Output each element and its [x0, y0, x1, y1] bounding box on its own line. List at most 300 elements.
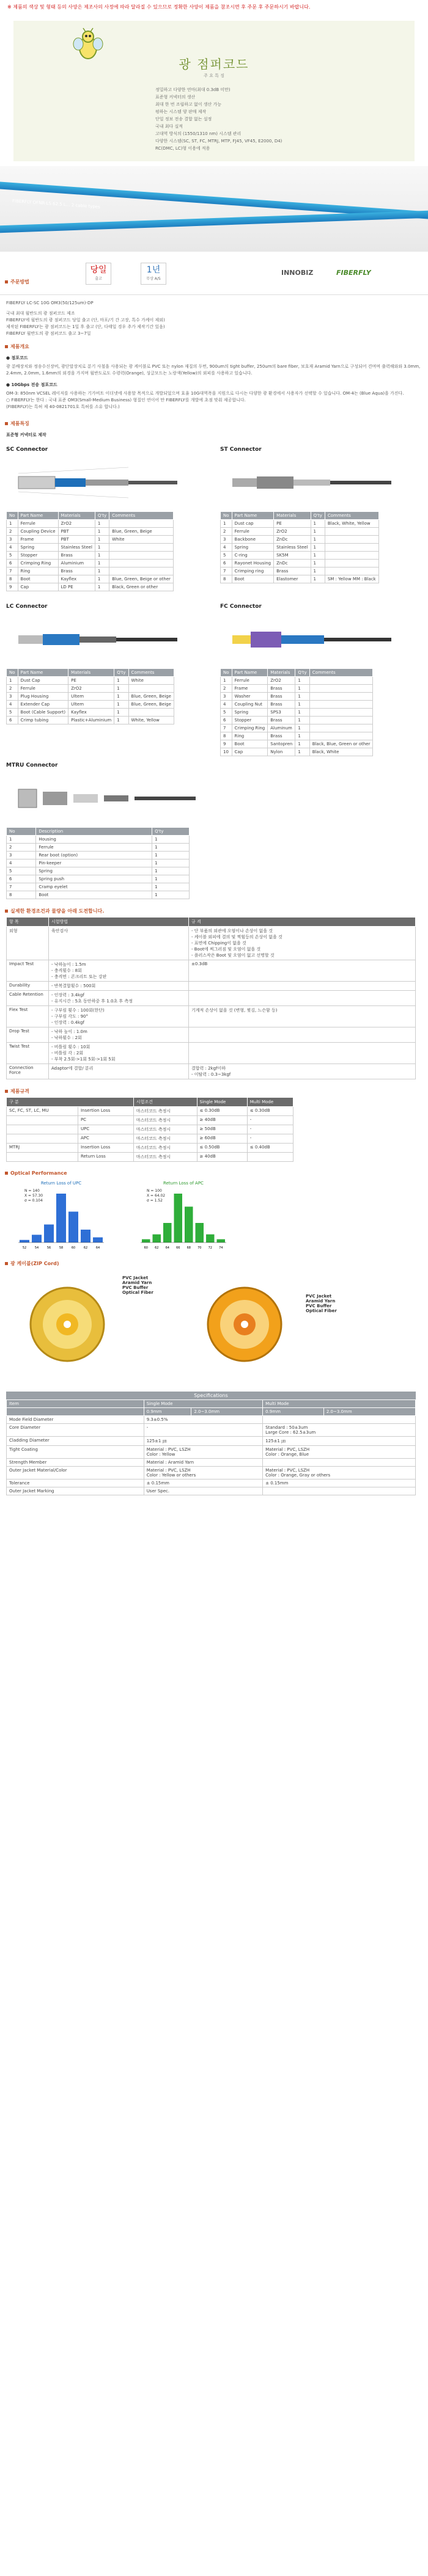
col-header: Materials — [268, 669, 295, 677]
table-cell: 7 — [7, 567, 18, 575]
sc-connector-block — [6, 440, 208, 591]
col-header: 0.9mm — [144, 1408, 191, 1416]
table-cell: 1 — [295, 732, 309, 740]
spec-text-3: ○ FIBERFLY는 한다 : 국내 표준 OM3(Small-Medium Business) 형질인 연이어 만 FIBERFLY를 개발에 초점 맞춰 제공합니다. — [6, 398, 246, 403]
chart-bar — [56, 1194, 66, 1242]
cord-label: PVC Buffer — [122, 1285, 149, 1290]
table-cell: Blue, Green, Beige — [128, 701, 174, 709]
chart-tick: 68 — [186, 1246, 191, 1250]
hero-feature: 정밀하고 다양한 연마(최대 0.3dB 미만) — [155, 87, 231, 92]
table-cell: 1 — [114, 693, 128, 701]
table-cell: 1 — [114, 677, 128, 685]
chart-tick: 62 — [155, 1246, 159, 1250]
spec-subhead: ● 점포코드 — [6, 356, 28, 360]
table-cell: Spring — [18, 544, 58, 552]
col-header: No — [7, 669, 18, 677]
chart-tick: 52 — [22, 1246, 27, 1250]
table-cell: 1 — [95, 536, 109, 544]
table-cell: 1 — [95, 560, 109, 567]
table-cell: 2 — [221, 528, 232, 536]
table-row — [7, 836, 190, 844]
innobiz-logo: INNOBIZ — [281, 269, 314, 277]
chart-tick: 54 — [34, 1246, 39, 1250]
table-row — [7, 701, 174, 709]
bullet-icon — [5, 345, 8, 348]
table-cell: Spring — [36, 867, 152, 875]
table-cell — [189, 991, 416, 1006]
cord-label: Aramid Yarn — [306, 1299, 336, 1304]
table-cell: - — [247, 1125, 293, 1134]
table-row — [7, 1064, 416, 1079]
table-cell: 1 — [7, 836, 36, 844]
table-cell: PBT — [58, 536, 95, 544]
table-cell: Brass — [58, 552, 95, 560]
table-cell: Return Loss — [78, 1153, 133, 1162]
table-cell: - 비틀림 횟수 : 10회 - 비틀림 각 : 2회 - 부착 2.5회->1회 5회->1회 5회 — [49, 1043, 189, 1064]
fc-parts-table — [220, 668, 373, 756]
table-cell: ZrO2 — [58, 520, 95, 528]
col-header: Part Name — [18, 512, 58, 520]
table-cell: Material : PVC, LSZH Color : Orange, Gray or others — [263, 1467, 416, 1480]
table-cell: User Spec. — [144, 1487, 262, 1495]
table-cell: 1 — [152, 867, 190, 875]
mtru-table-body — [7, 836, 190, 899]
table-cell: 3 — [7, 536, 18, 544]
chart-tick: 64 — [165, 1246, 169, 1250]
table-row — [221, 552, 379, 560]
table-row — [7, 693, 174, 701]
table-cell: 결합력 : 2kgf이하 - 이탈력 : 0.3~3kgf — [189, 1064, 416, 1079]
specs-wrap — [0, 1392, 428, 1495]
table-cell: Black, Green or other — [109, 583, 174, 591]
table-cell: Dust cap — [232, 520, 274, 528]
table-cell: White — [109, 536, 174, 544]
connector-subhead: 표준형 커넥터로 제작 — [6, 432, 46, 437]
perf-table — [6, 1097, 293, 1162]
table-cell: 1 — [221, 677, 232, 685]
table-cell: Insertion Loss — [78, 1144, 133, 1153]
chart-bar — [44, 1225, 54, 1242]
table-row — [7, 883, 190, 891]
table-cell: Brass — [268, 717, 295, 724]
table-cell: ≤ 0.40dB — [247, 1144, 293, 1153]
connector-row-2 — [0, 597, 428, 756]
table-cell: Material : PVC, LSZH Color : Yellow — [144, 1446, 262, 1459]
cord-label: Optical Fiber — [306, 1308, 337, 1313]
table-cell: 4 — [7, 859, 36, 867]
table-row — [7, 1125, 293, 1134]
table-row — [221, 567, 379, 575]
table-cell: Stopper — [232, 717, 268, 724]
hero-feature: 국내 최다 실적 — [155, 124, 183, 129]
table-cell: Stopper — [18, 552, 58, 560]
table-row — [7, 536, 174, 544]
product-notes — [0, 310, 428, 337]
table-cell: 1 — [95, 520, 109, 528]
table-cell: 1 — [95, 575, 109, 583]
table-cell: Spring — [232, 709, 268, 717]
table-cell: 1 — [295, 693, 309, 701]
spec-text-2: OM-3: 850nm VCSEL 레이저를 사용하는 기가비트 이더넷에 사용할 목적으로 개발되었으며 효율 10G대역폭을 지원으로 다시는 다양한 광 환경에서 사용자가 선택할 수 있습니다. OM-4는 (Blue Aqua)을 가진다. — [6, 391, 404, 396]
col-header: Part Name — [232, 512, 274, 520]
table-row — [7, 583, 174, 591]
table-cell: UPC — [78, 1125, 133, 1134]
cord-section-head — [5, 1260, 428, 1267]
perf-section-head — [5, 1088, 428, 1095]
table-cell: 125±1 ㎛ — [144, 1437, 262, 1446]
chart-bar — [81, 1230, 90, 1242]
chart-tick: 74 — [219, 1246, 223, 1250]
table-cell: ≤ 0.30dB — [197, 1107, 247, 1116]
spec-text: 광 분배장치와 정송수신장비, 광단말장치로 분기 사철을 사용되는 광 케이블로 PVC 또는 nylon 재질의 두번, 900um의 tight buffer, 250um의 bare fiber, 보호재 Aramid Yarn으로 구성되어 견며며 출력해와와 3.0mm, 2.4mm, 2.0mm, 1.6mm의 외경을 가지며 월반도로도 수령력(Orange), 싱글모드는 노랑색(Yellow)의 외피를 사용하고 있습니다. — [6, 364, 421, 376]
specs-table-body — [7, 1416, 416, 1495]
col-header: No — [7, 512, 18, 520]
chart-bar — [142, 1239, 150, 1242]
product-note: 국내 최대 월반도의 광 점퍼코드 제조 — [6, 311, 75, 316]
table-cell: Tolerance — [7, 1480, 144, 1487]
table-cell: 마스터코드 측정시 — [133, 1134, 197, 1144]
sc-table-body — [7, 520, 174, 591]
table-cell: C-ring — [232, 552, 274, 560]
table-cell — [109, 544, 174, 552]
table-cell: 7 — [221, 567, 232, 575]
col-header: Comments — [128, 669, 174, 677]
chart-tick: 64 — [95, 1246, 100, 1250]
col-header: Part Name — [18, 669, 68, 677]
hero-feature: 다양한 시스템(SC, ST, FC, MTRJ, MTP, FJ45, VF45, E2000, D4) — [155, 139, 282, 144]
table-cell: Connection Force — [7, 1064, 49, 1079]
badge-one-year — [141, 263, 166, 285]
table-cell: 4 — [221, 544, 232, 552]
table-cell: Impact Test — [7, 960, 49, 982]
table-cell: 1 — [295, 717, 309, 724]
optical-section-label: Optical Performance — [10, 1170, 67, 1176]
table-cell: 1 — [295, 709, 309, 717]
table-cell — [309, 693, 373, 701]
table-cell: PE — [274, 520, 311, 528]
table-cell: 6 — [7, 560, 18, 567]
table-cell: 8 — [7, 575, 18, 583]
upc-return-loss-chart — [12, 1178, 110, 1252]
table-cell: Stainless Steel — [274, 544, 311, 552]
table-row — [221, 520, 379, 528]
table-cell: Nylon — [268, 748, 295, 756]
env-section-label: 실제한 환경조건과 물량을 아래 도전합니다. — [10, 908, 105, 914]
table-cell: 9.3±0.5% — [144, 1416, 262, 1424]
table-cell — [309, 701, 373, 709]
table-cell: 2 — [7, 844, 36, 852]
table-cell: Stainless Steel — [58, 544, 95, 552]
table-row — [7, 717, 174, 724]
table-cell: Strength Member — [7, 1459, 144, 1467]
chart-bar — [185, 1206, 193, 1242]
chart-legend: X = 64.02 — [147, 1194, 166, 1198]
chart-bar — [153, 1235, 161, 1242]
table-row — [221, 677, 373, 685]
table-cell: 1 — [114, 709, 128, 717]
chart-legend: X = 57.30 — [24, 1194, 43, 1198]
table-cell: 4 — [7, 544, 18, 552]
col-header: Multi Mode — [247, 1098, 293, 1107]
product-note: 제작된 FIBERFLY는 광 점퍼코드는 1일 후 출고 (단, 다태일 경우 추가 제작기간 있음) — [6, 324, 165, 329]
table-row — [7, 991, 416, 1006]
table-cell: Cramp eyelet — [36, 883, 152, 891]
table-cell — [189, 1027, 416, 1043]
table-row — [221, 693, 373, 701]
table-cell: 5 — [7, 709, 18, 717]
table-row — [221, 528, 379, 536]
bullet-icon — [5, 280, 8, 283]
table-row — [7, 567, 174, 575]
col-header: Q'ty — [311, 512, 325, 520]
env-table — [6, 917, 416, 1079]
chart-bar — [206, 1235, 215, 1242]
chart-legend: σ = 1.52 — [147, 1199, 163, 1203]
table-cell: 8 — [221, 575, 232, 583]
charts-row — [0, 1178, 428, 1252]
table-cell: 7 — [7, 883, 36, 891]
cord-labels-mm — [306, 1294, 337, 1313]
chart-tick: 72 — [208, 1246, 212, 1250]
col-header: Comments — [325, 512, 378, 520]
col-header: 구 분 — [7, 1098, 134, 1107]
table-cell: ZrO2 — [274, 528, 311, 536]
table-cell: 1 — [221, 520, 232, 528]
col-header: Q'ty — [114, 669, 128, 677]
table-cell: Material : Aramid Yarn — [144, 1459, 262, 1467]
table-cell: Brass — [274, 567, 311, 575]
table-cell: Black, White, Yellow — [325, 520, 378, 528]
hero-feature: 펑하는 시스템 양 판매 제작 — [155, 109, 207, 114]
table-cell: ≥ 40dB — [197, 1153, 247, 1162]
table-cell: 10 — [221, 748, 232, 756]
product-note: FIBERFLY에 월반도의 광 점퍼코드 당일 출고 (단, 마포/기 간 고장, 특수 가케이 제외) — [6, 318, 165, 323]
cord-label: Optical Fiber — [122, 1290, 153, 1295]
table-cell: 5 — [7, 552, 18, 560]
table-cell: Twist Test — [7, 1043, 49, 1064]
table-cell: Ring — [232, 732, 268, 740]
table-cell: 마스터코드 측정시 — [133, 1107, 197, 1116]
table-cell: Ferrule — [36, 844, 152, 852]
table-cell: Crimp tubing — [18, 717, 68, 724]
table-row — [7, 1116, 293, 1125]
table-cell — [7, 1125, 78, 1134]
cable-print: FIBERFLY OFNR-LS 62.5 L... 2 cable types — [12, 198, 100, 210]
perf-table-wrap — [0, 1097, 428, 1162]
table-cell: Brass — [268, 685, 295, 693]
table-cell — [325, 560, 378, 567]
mtru-connector-diagram — [6, 771, 208, 826]
table-row — [221, 575, 379, 583]
table-cell: ≥ 60dB — [197, 1134, 247, 1144]
features-section-head — [5, 420, 428, 427]
col-header: 규 격 — [189, 918, 416, 927]
table-row — [7, 1437, 416, 1446]
table-cell: 1 — [311, 544, 325, 552]
table-cell — [263, 1487, 416, 1495]
table-row — [7, 677, 174, 685]
table-cell: 1 — [295, 740, 309, 748]
bullet-icon — [5, 1172, 8, 1175]
specs-table — [6, 1399, 416, 1495]
st-parts-table — [220, 511, 379, 583]
table-cell: - — [144, 1424, 262, 1437]
table-cell: Durability — [7, 982, 49, 991]
table-cell: Cladding Diameter — [7, 1437, 144, 1446]
chart-tick: 60 — [144, 1246, 148, 1250]
spec-text-4: (FIBERFLY)는 특허 제 40-0821701호 특허를 소유 합니다.) — [6, 404, 120, 409]
col-header: Part Name — [232, 669, 268, 677]
table-cell: Black, Blue, Green or other — [309, 740, 373, 748]
table-cell: 1 — [311, 536, 325, 544]
table-cell — [109, 520, 174, 528]
table-cell — [325, 536, 378, 544]
table-row — [7, 1043, 416, 1064]
chart-title: Return Loss of UPC — [40, 1181, 82, 1186]
table-cell: 2 — [221, 685, 232, 693]
table-cell: 1 — [295, 701, 309, 709]
hero-subtitle: 주 요 특 징 — [204, 73, 224, 78]
table-cell: PBT — [58, 528, 95, 536]
table-cell: Santopren — [268, 740, 295, 748]
table-cell: Brass — [268, 693, 295, 701]
col-header: Materials — [68, 669, 114, 677]
table-row — [7, 1446, 416, 1459]
table-row — [7, 685, 174, 693]
mtru-connector-block — [0, 762, 428, 899]
fiberfly-logo: FIBERFLY — [336, 269, 371, 277]
table-cell: 1 — [95, 583, 109, 591]
sc-parts-table — [6, 511, 174, 591]
table-cell: 1 — [7, 677, 18, 685]
product-note: FIBERFLY 월반도의 광 점퍼코드 출고 3~7일 — [6, 331, 91, 336]
table-cell: 4 — [221, 701, 232, 709]
table-row — [7, 927, 416, 960]
st-connector-block — [220, 440, 422, 591]
table-row — [7, 1487, 416, 1495]
table-cell: 1 — [311, 528, 325, 536]
table-cell: 1 — [7, 520, 18, 528]
table-row — [7, 960, 416, 982]
table-row — [7, 982, 416, 991]
table-cell: SC, FC, ST, LC, MU — [7, 1107, 78, 1116]
hero-feature: 단일 정보 전송 결합 없는 설정 — [155, 117, 212, 122]
table-cell: - 낙하 높이 : 1.0m - 낙하횟수 : 2회 — [49, 1027, 189, 1043]
table-cell — [7, 1134, 78, 1144]
table-cell: Ferrule — [18, 685, 68, 693]
table-row — [7, 1424, 416, 1437]
table-cell — [325, 528, 378, 536]
table-cell: Blue, Green, Beige — [128, 693, 174, 701]
table-cell: Insertion Loss — [78, 1107, 133, 1116]
bullet-icon — [5, 422, 8, 425]
table-cell: 1 — [114, 701, 128, 709]
col-header: Q'ty — [295, 669, 309, 677]
table-row — [7, 560, 174, 567]
table-cell: PC — [78, 1116, 133, 1125]
chart-legend: σ = 0.104 — [24, 1199, 43, 1203]
table-cell: - 낙하높이 : 1.5m - 충격횟수 : 8회 - 충격면 : 콘크리트 또는 강판 — [49, 960, 189, 982]
chart-tick: 58 — [59, 1246, 64, 1250]
table-cell: 2 — [7, 685, 18, 693]
table-cell: LD PE — [58, 583, 95, 591]
badge-same-day-label: 당일 — [90, 265, 107, 275]
lc-connector-diagram — [6, 612, 208, 667]
col-header — [7, 1408, 144, 1416]
table-cell: Ferrule — [232, 677, 268, 685]
table-cell: 마스터코드 측정시 — [133, 1153, 197, 1162]
table-cell: - 단 부품의 외관에 오염이나 손상이 없을 것 - 케이블 외피에 결의 및 찍힘등의 손상이 없을 것 - 표면에 Chipping이 없을 것 - Boot에 찌그러짐 및 오염이 없을 것 - 플러스작은 Boot 및 오염이 없고 선명할 것 — [189, 927, 416, 960]
table-cell: 1 — [152, 852, 190, 859]
table-row — [7, 552, 174, 560]
cord-cross-section-mm — [202, 1269, 324, 1379]
table-row — [7, 1480, 416, 1487]
hero-feature: 표준형 커넥터의 생산 — [155, 95, 196, 100]
table-cell: Plug Housing — [18, 693, 68, 701]
table-row — [7, 852, 190, 859]
table-cell: 5 — [7, 867, 36, 875]
table-cell: 1 — [152, 836, 190, 844]
notice-text: ※ 제품의 색상 및 형태 등의 사양은 제조사의 사정에 따라 달라질 수 있으므로 정확한 사양이 제품을 참조시면 후 주문 후 주문하시기 바랍니다. — [7, 4, 311, 10]
col-header: No — [221, 512, 232, 520]
table-cell: Material : PVC, LSZH Color : Orange, Blue — [263, 1446, 416, 1459]
badge-one-year-label: 1년 — [146, 265, 161, 275]
chart-tick: 62 — [83, 1246, 88, 1250]
col-header: Description — [36, 828, 152, 836]
table-cell: Aluminum — [268, 724, 295, 732]
chart-legend: N = 140 — [24, 1189, 40, 1193]
table-row — [7, 1467, 416, 1480]
table-cell — [128, 685, 174, 693]
table-cell: 1 — [295, 677, 309, 685]
bullet-icon — [5, 1090, 8, 1093]
cord-diagram — [0, 1269, 428, 1392]
table-cell — [247, 1153, 293, 1162]
table-cell: Frame — [232, 685, 268, 693]
table-row — [7, 859, 190, 867]
table-row — [7, 575, 174, 583]
table-cell: ± 0.15mm — [144, 1480, 262, 1487]
table-cell — [263, 1459, 416, 1467]
table-cell: Elastomer — [274, 575, 311, 583]
table-cell: 5 — [221, 552, 232, 560]
chart-bar — [20, 1240, 29, 1242]
table-cell: 1 — [311, 520, 325, 528]
mtru-connector-title: MTRU Connector — [6, 762, 58, 768]
lc-parts-table — [6, 668, 174, 724]
table-cell: 6 — [221, 560, 232, 567]
spec-section-label: 제품개요 — [10, 344, 29, 349]
table-cell: 1 — [152, 883, 190, 891]
fc-connector-diagram — [220, 612, 422, 667]
table-cell — [109, 567, 174, 575]
table-cell: Pin-keeper — [36, 859, 152, 867]
cord-section-label: 광 케이블(ZIP Cord) — [10, 1261, 59, 1266]
table-row — [221, 732, 373, 740]
chart-bar — [68, 1211, 78, 1242]
specs-caption: Specifications — [6, 1392, 416, 1399]
table-cell: Ferrule — [18, 520, 58, 528]
table-cell: Mode Field Diameter — [7, 1416, 144, 1424]
table-row — [7, 844, 190, 852]
table-cell — [189, 982, 416, 991]
table-cell: - — [247, 1134, 293, 1144]
table-cell — [309, 724, 373, 732]
cable-strip — [0, 211, 428, 233]
badge-same-day — [86, 263, 111, 285]
table-cell: 1 — [152, 875, 190, 883]
spec-subhead-2: ● 10Gbps 전송 점포코드 — [6, 382, 57, 387]
